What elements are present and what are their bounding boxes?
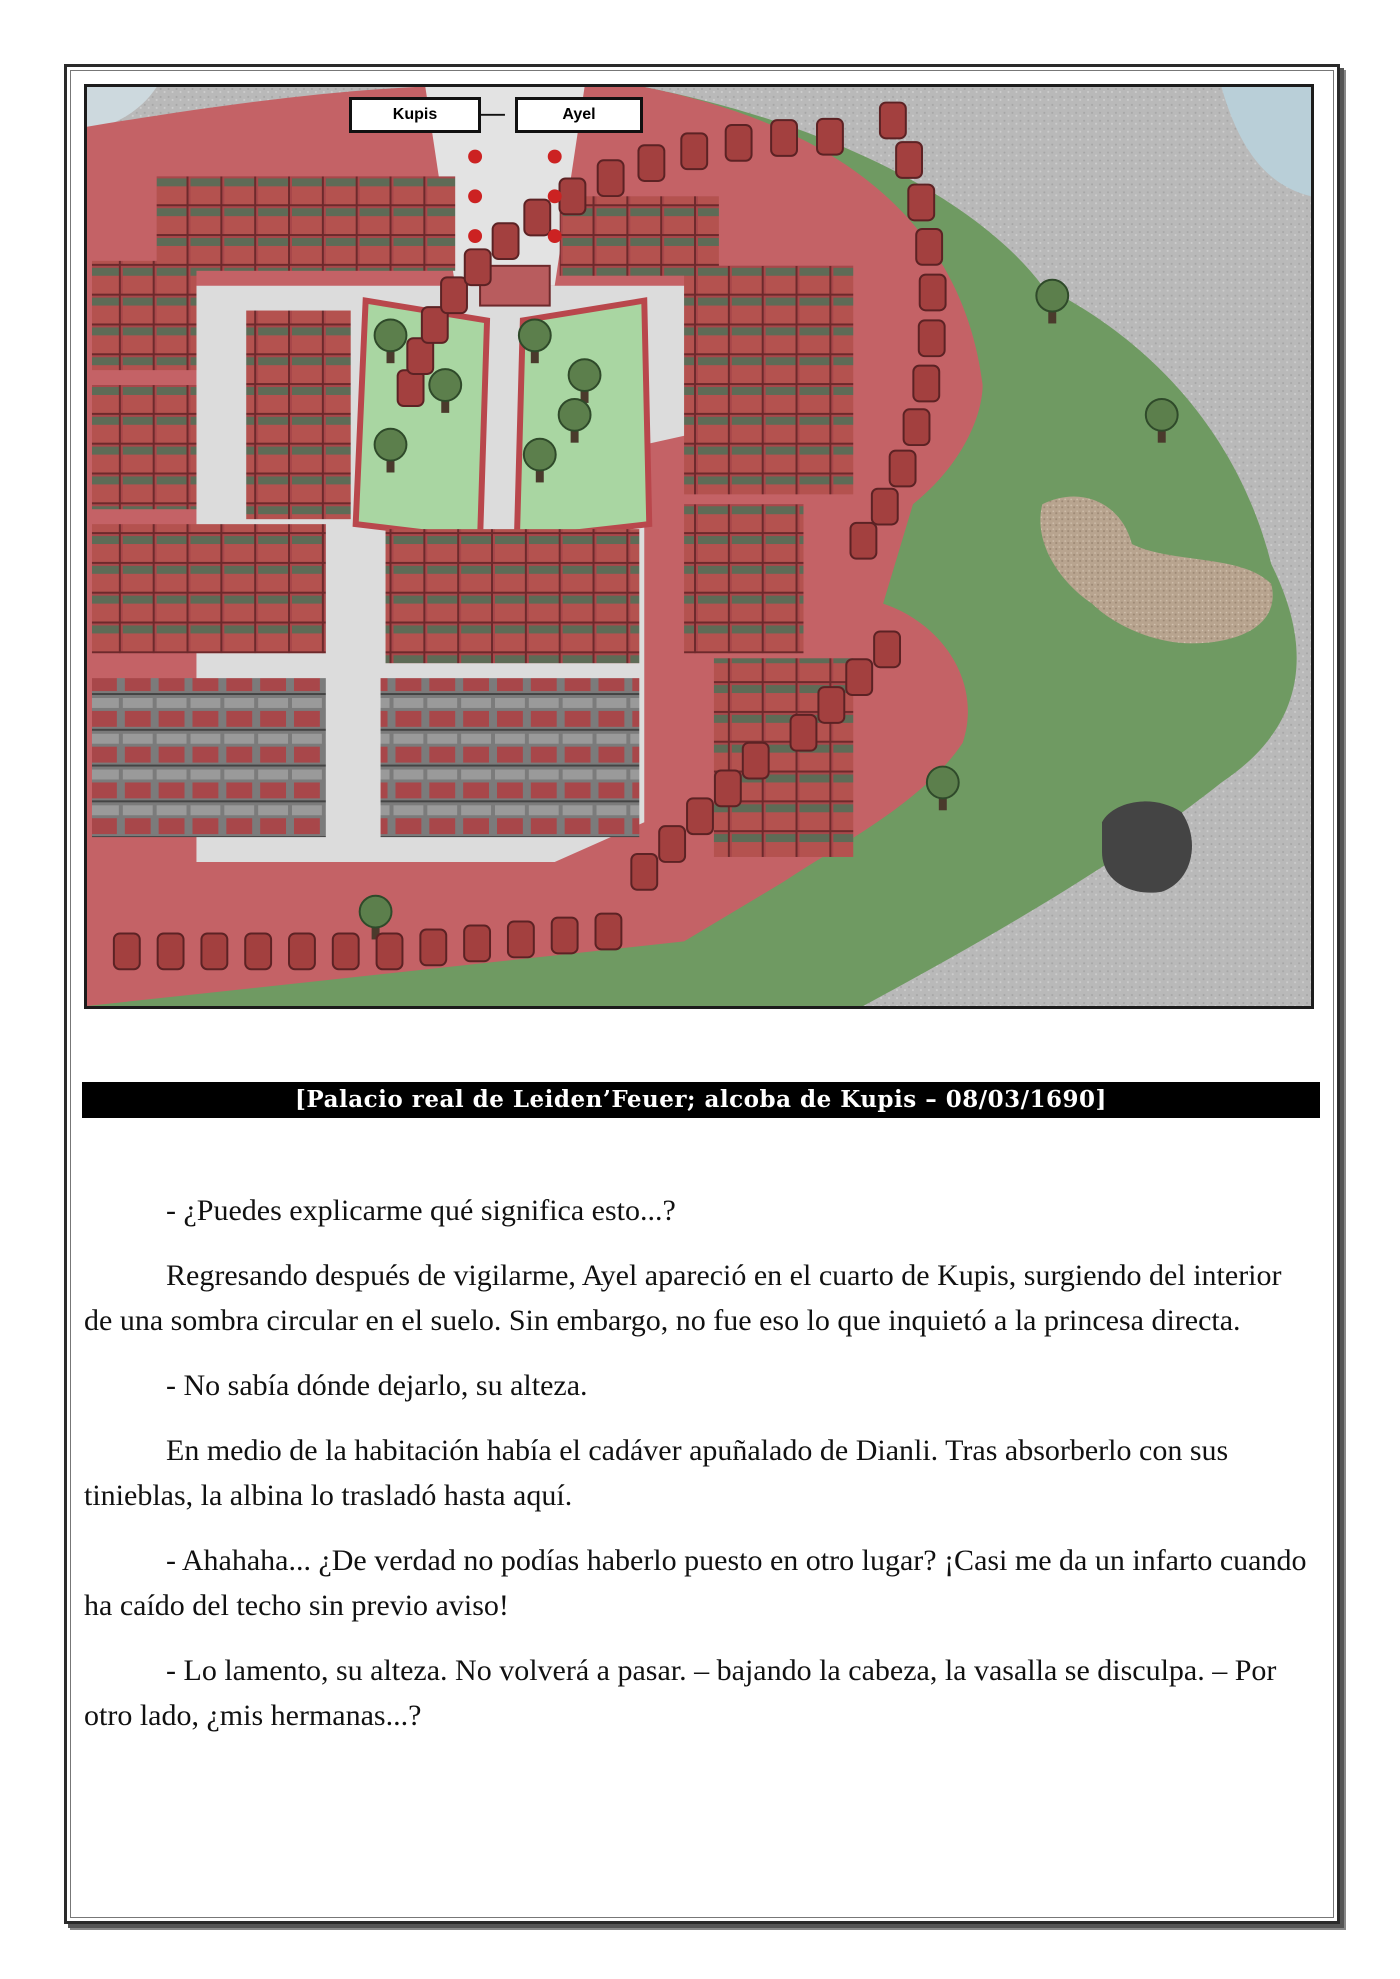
house-block [92, 261, 196, 370]
tower [817, 119, 843, 155]
house-block-gray [381, 678, 640, 837]
house-block [684, 266, 853, 495]
paragraph: - No sabía dónde dejarlo, su alteza. [166, 1369, 588, 1402]
city-map-illustration [87, 87, 1311, 1006]
paragraph: - Ahahaha... ¿De verdad no podías haberlo puesto en otro lugar? ¡Casi me da un infarto cuando ha caído del techo sin previo aviso! [84, 1544, 1307, 1622]
lantern [548, 229, 562, 243]
tower [398, 370, 424, 406]
tower [896, 142, 922, 178]
map-label-kupis: Kupis [349, 97, 481, 133]
tower [114, 933, 140, 969]
tower [916, 229, 942, 265]
lantern [468, 189, 482, 203]
tower [598, 160, 624, 196]
lantern [548, 150, 562, 164]
paragraph: - ¿Puedes explicarme qué significa esto...? [166, 1194, 676, 1227]
tower [715, 771, 741, 807]
tower [687, 798, 713, 834]
tower [743, 743, 769, 779]
house-block [157, 176, 456, 270]
tower [904, 409, 930, 445]
tower [158, 933, 184, 969]
house-block [386, 529, 640, 663]
tower [596, 914, 622, 950]
tower [913, 366, 939, 402]
tower [560, 178, 586, 214]
tower [493, 223, 519, 259]
tower [920, 275, 946, 311]
tower [508, 922, 534, 958]
paragraph: En medio de la habitación había el cadáver apuñalado de Dianli. Tras absorberlo con sus tinieblas, la albina lo trasladó hasta aquí. [84, 1434, 1229, 1512]
tower [771, 120, 797, 156]
lantern [468, 229, 482, 243]
tower [818, 687, 844, 723]
story-text [84, 1188, 1316, 1758]
scene-title: [Palacio real de Leiden’Feuer; alcoba de Kupis – 08/03/1690] [82, 1082, 1320, 1118]
tower [638, 145, 664, 181]
tower [872, 489, 898, 525]
lantern [548, 189, 562, 203]
tower [289, 933, 315, 969]
tower [201, 933, 227, 969]
tower [333, 933, 359, 969]
tower [659, 826, 685, 862]
house-block-gray [92, 678, 326, 837]
house-block [92, 524, 326, 653]
map-label-ayel: Ayel [515, 97, 643, 133]
paragraph: - Lo lamento, su alteza. No volverá a pasar. – bajando la cabeza, la vasalla se disculpa. – Por otro lado, ¿mis hermanas...? [84, 1654, 1277, 1732]
rock-mound [1102, 801, 1192, 892]
tower [245, 933, 271, 969]
tower [464, 926, 490, 962]
tower [552, 918, 578, 954]
tower [631, 854, 657, 890]
tower [874, 631, 900, 667]
tower [377, 933, 403, 969]
tower [919, 320, 945, 356]
tower [420, 929, 446, 965]
tower [524, 200, 550, 236]
tower [908, 185, 934, 221]
tower [880, 103, 906, 139]
city-map [84, 84, 1314, 1009]
house-block [684, 504, 803, 653]
tower [850, 523, 876, 559]
house-block [92, 385, 196, 509]
paragraph: Regresando después de vigilarme, Ayel apareció en el cuarto de Kupis, surgiendo del interior de una sombra circular en el suelo. Sin embargo, no fue eso lo que inquietó a la princesa directa. [84, 1259, 1282, 1337]
tower [465, 249, 491, 285]
house-block [246, 311, 350, 520]
lantern [468, 150, 482, 164]
tower [791, 715, 817, 751]
tower [890, 451, 916, 487]
tower [846, 659, 872, 695]
tower [441, 277, 467, 313]
tower [726, 125, 752, 161]
tower [681, 133, 707, 169]
